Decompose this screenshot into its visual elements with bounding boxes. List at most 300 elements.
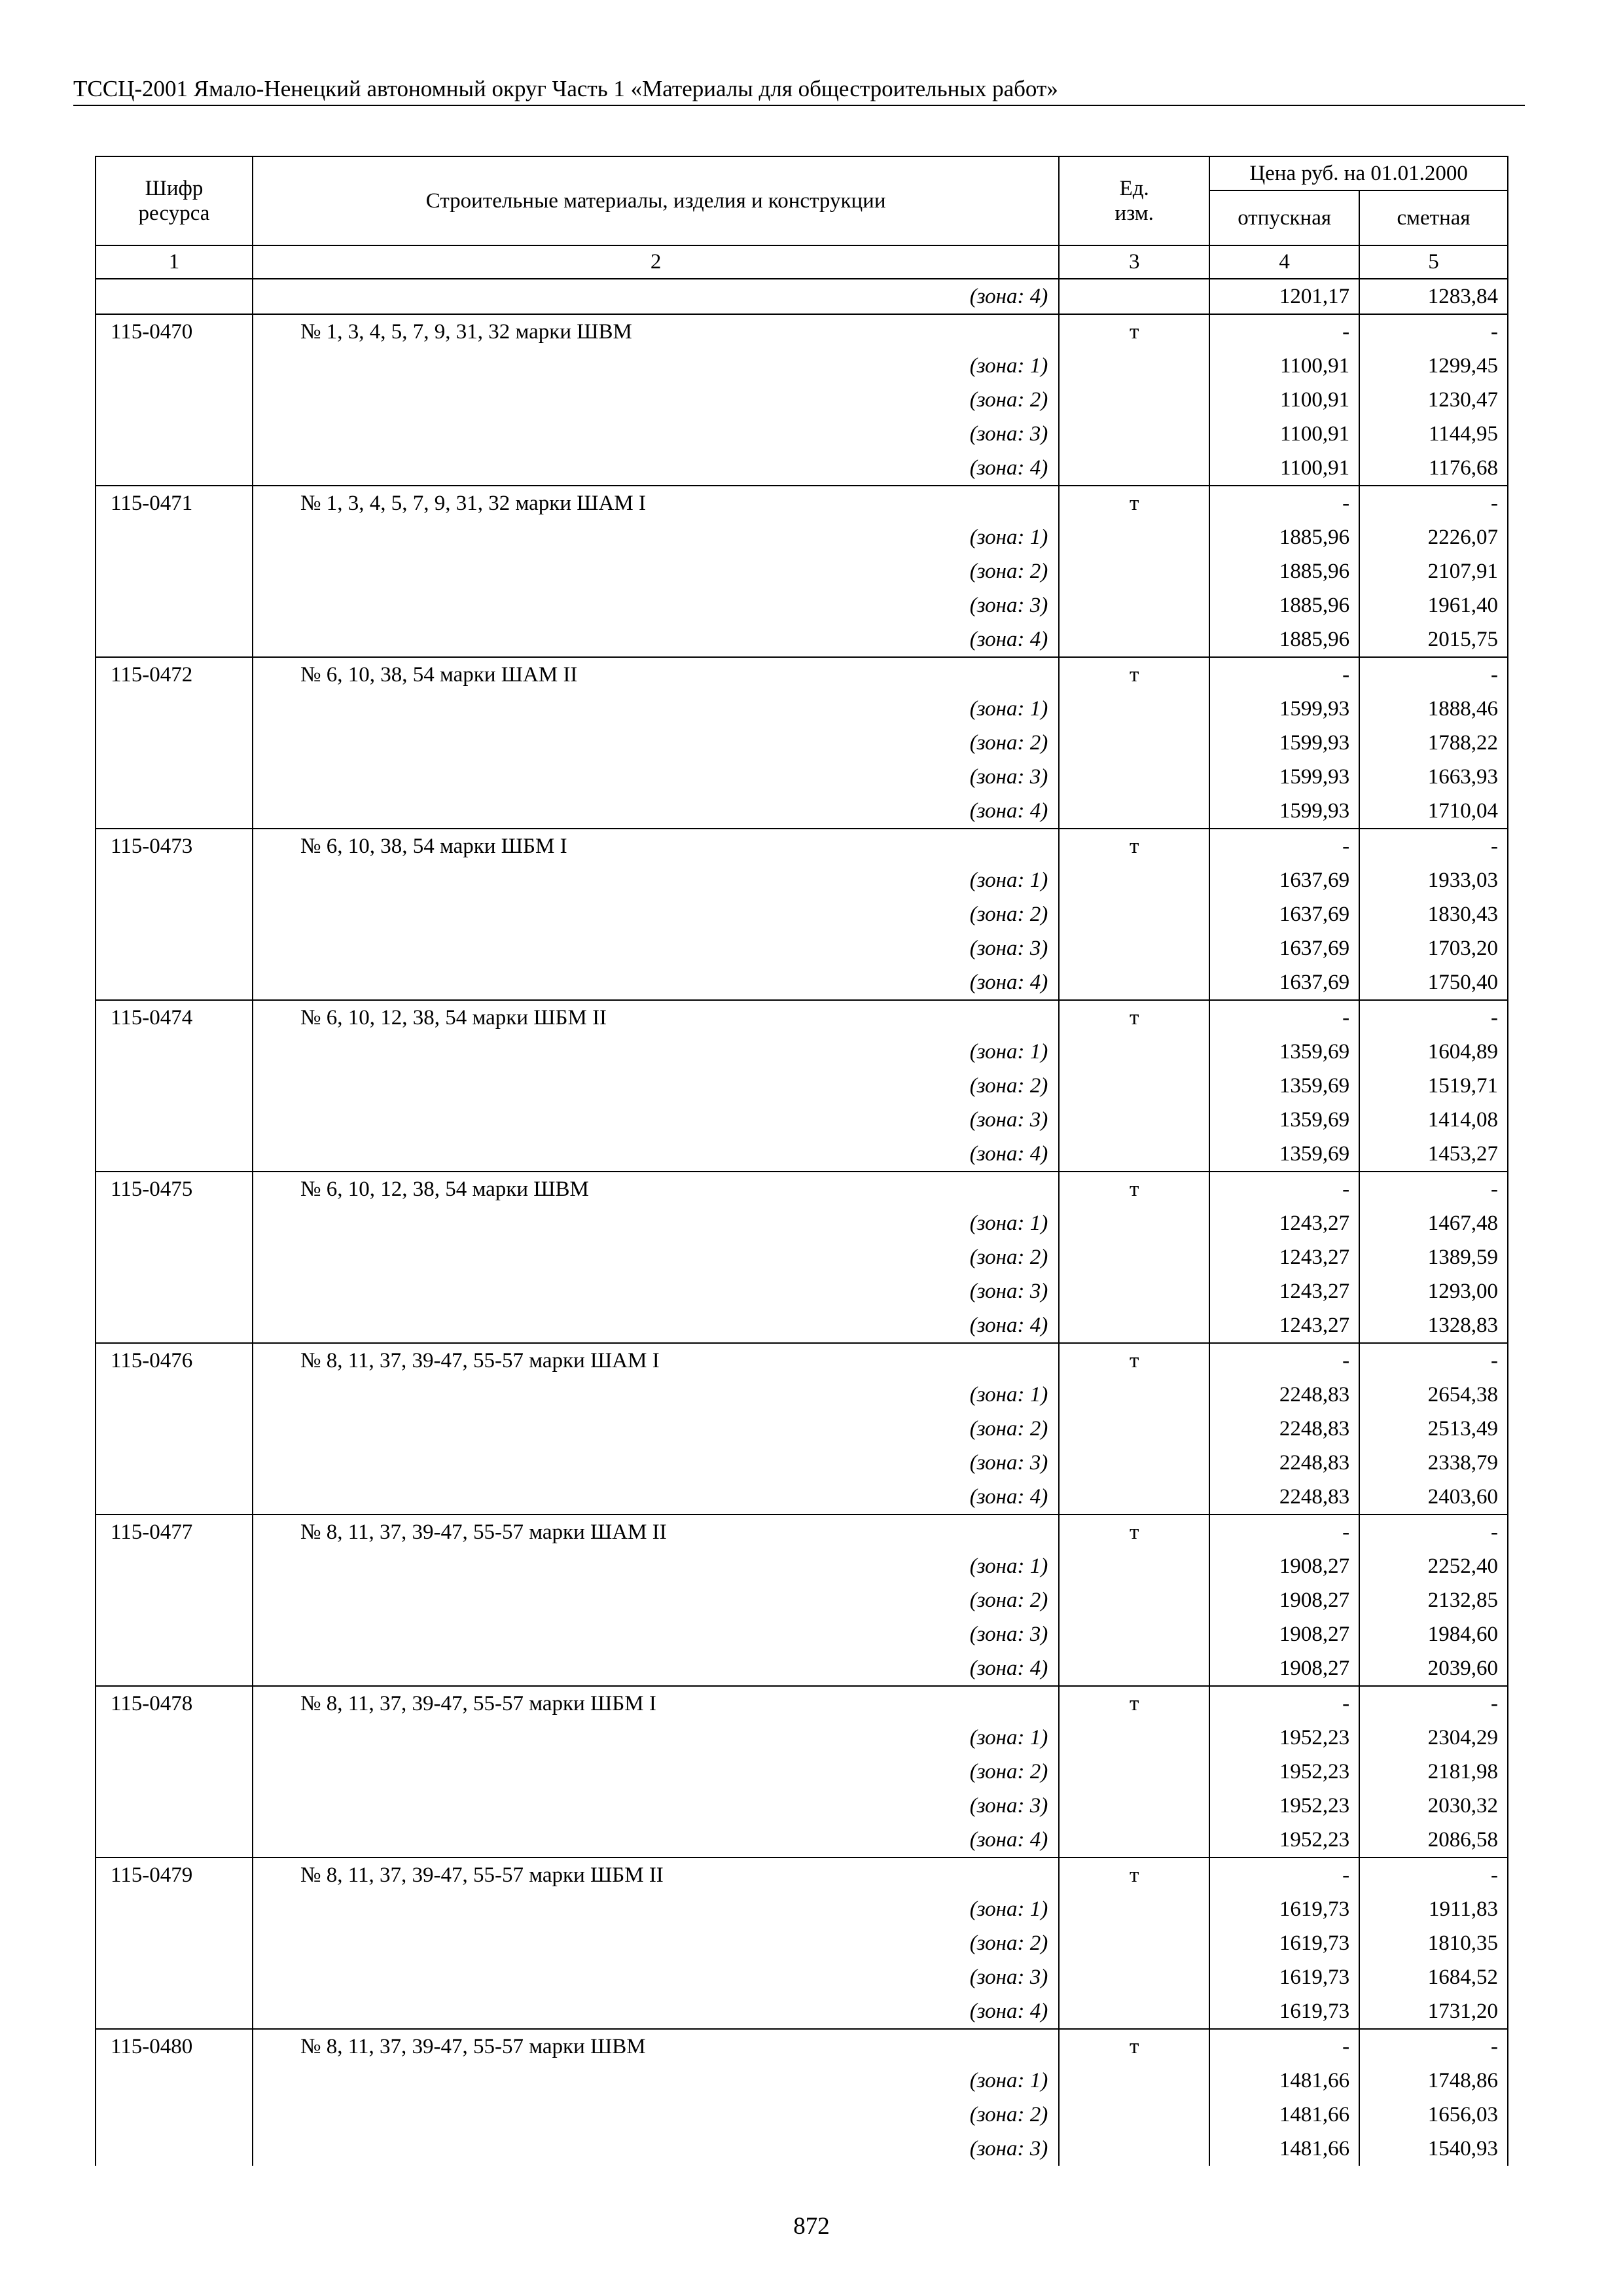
table-row [96, 1617, 1508, 1651]
cell-release: 1952,23 [1209, 1755, 1359, 1789]
table-row [96, 1721, 1508, 1755]
cell-unit [1059, 1480, 1209, 1515]
cell-estimate: 1453,27 [1359, 1137, 1508, 1172]
cell-zone: (зона: 3) [253, 2132, 1059, 2166]
cell-unit [1059, 1755, 1209, 1789]
cell-estimate: - [1359, 486, 1508, 520]
price-table [95, 156, 1508, 2166]
table-row [96, 2098, 1508, 2132]
cell-code [96, 692, 253, 726]
table-row [96, 1994, 1508, 2029]
cell-code [96, 726, 253, 760]
cell-unit [1059, 794, 1209, 829]
cell-estimate: 1684,52 [1359, 1960, 1508, 1994]
col-number: 4 [1209, 245, 1359, 279]
table-row [96, 486, 1508, 520]
cell-code: 115-0479 [96, 1857, 253, 1892]
cell-release: 1481,66 [1209, 2064, 1359, 2098]
table-row [96, 1789, 1508, 1823]
cell-zone: (зона: 3) [253, 1789, 1059, 1823]
cell-unit [1059, 622, 1209, 657]
cell-zone: (зона: 1) [253, 863, 1059, 897]
cell-unit: т [1059, 1000, 1209, 1035]
cell-release: 1359,69 [1209, 1069, 1359, 1103]
cell-zone: (зона: 1) [253, 1206, 1059, 1240]
cell-code: 115-0470 [96, 314, 253, 349]
cell-name: № 8, 11, 37, 39-47, 55-57 марки ШБМ I [253, 1686, 1059, 1721]
table-row [96, 1892, 1508, 1926]
cell-release: 1359,69 [1209, 1035, 1359, 1069]
cell-estimate: 2107,91 [1359, 554, 1508, 588]
table-row [96, 417, 1508, 451]
cell-zone: (зона: 2) [253, 554, 1059, 588]
cell-release: 1952,23 [1209, 1721, 1359, 1755]
table-row [96, 2132, 1508, 2166]
cell-release: 1243,27 [1209, 1206, 1359, 1240]
cell-estimate: - [1359, 1000, 1508, 1035]
cell-estimate: 2015,75 [1359, 622, 1508, 657]
cell-code: 115-0476 [96, 1343, 253, 1378]
cell-estimate: 1519,71 [1359, 1069, 1508, 1103]
cell-unit [1059, 863, 1209, 897]
cell-code: 115-0472 [96, 657, 253, 692]
cell-unit [1059, 726, 1209, 760]
cell-zone: (зона: 4) [253, 965, 1059, 1000]
cell-zone: (зона: 1) [253, 520, 1059, 554]
cell-estimate: - [1359, 1686, 1508, 1721]
table-row [96, 1446, 1508, 1480]
cell-name: № 8, 11, 37, 39-47, 55-57 марки ШАМ I [253, 1343, 1059, 1378]
cell-release: 1359,69 [1209, 1103, 1359, 1137]
cell-unit: т [1059, 314, 1209, 349]
cell-code [96, 1103, 253, 1137]
cell-unit [1059, 1274, 1209, 1308]
cell-estimate: 1144,95 [1359, 417, 1508, 451]
cell-release: 1885,96 [1209, 622, 1359, 657]
cell-code [96, 1137, 253, 1172]
cell-release: - [1209, 829, 1359, 863]
cell-zone: (зона: 4) [253, 1994, 1059, 2029]
table-row [96, 1035, 1508, 1069]
cell-estimate: 2513,49 [1359, 1412, 1508, 1446]
cell-release: 1619,73 [1209, 1994, 1359, 2029]
page-header: ТССЦ-2001 Ямало-Ненецкий автономный округ Часть 1 «Материалы для общестроительных работ» [73, 75, 1525, 106]
cell-unit: т [1059, 1515, 1209, 1549]
cell-code [96, 1994, 253, 2029]
table-row [96, 965, 1508, 1000]
cell-estimate: 1731,20 [1359, 1994, 1508, 2029]
cell-estimate: 1961,40 [1359, 588, 1508, 622]
cell-zone: (зона: 4) [253, 1823, 1059, 1857]
cell-release: - [1209, 1000, 1359, 1035]
cell-estimate: 1888,46 [1359, 692, 1508, 726]
cell-release: 1885,96 [1209, 554, 1359, 588]
cell-code [96, 863, 253, 897]
cell-unit [1059, 1789, 1209, 1823]
table-row [96, 2029, 1508, 2064]
cell-unit [1059, 1446, 1209, 1480]
cell-code [96, 1651, 253, 1686]
cell-unit: т [1059, 1686, 1209, 1721]
cell-zone: (зона: 1) [253, 692, 1059, 726]
table-row [96, 1686, 1508, 1721]
cell-unit [1059, 2098, 1209, 2132]
cell-code [96, 349, 253, 383]
cell-unit [1059, 1994, 1209, 2029]
cell-unit [1059, 554, 1209, 588]
table-row [96, 1069, 1508, 1103]
cell-release: - [1209, 1172, 1359, 1206]
cell-zone: (зона: 3) [253, 1446, 1059, 1480]
cell-release: 1952,23 [1209, 1789, 1359, 1823]
table-row [96, 1549, 1508, 1583]
table-row [96, 554, 1508, 588]
header-price: Цена руб. на 01.01.2000 [1209, 156, 1508, 190]
table-row [96, 863, 1508, 897]
cell-estimate: - [1359, 1343, 1508, 1378]
cell-estimate: 1810,35 [1359, 1926, 1508, 1960]
cell-estimate: 1328,83 [1359, 1308, 1508, 1343]
table-row [96, 931, 1508, 965]
cell-unit [1059, 1651, 1209, 1686]
table-row [96, 1308, 1508, 1343]
cell-estimate: 1911,83 [1359, 1892, 1508, 1926]
cell-name: № 6, 10, 12, 38, 54 марки ШВМ [253, 1172, 1059, 1206]
table-row [96, 1412, 1508, 1446]
cell-code [96, 588, 253, 622]
table-row [96, 1103, 1508, 1137]
cell-release: - [1209, 486, 1359, 520]
cell-code [96, 794, 253, 829]
cell-estimate: 1788,22 [1359, 726, 1508, 760]
cell-estimate: - [1359, 1172, 1508, 1206]
cell-estimate: 2030,32 [1359, 1789, 1508, 1823]
cell-release: 1619,73 [1209, 1960, 1359, 1994]
cell-code [96, 383, 253, 417]
col-number: 2 [253, 245, 1059, 279]
cell-zone: (зона: 2) [253, 1412, 1059, 1446]
cell-estimate: 1710,04 [1359, 794, 1508, 829]
cell-release: 1243,27 [1209, 1274, 1359, 1308]
cell-code [96, 1035, 253, 1069]
cell-zone: (зона: 2) [253, 1583, 1059, 1617]
cell-release: 1619,73 [1209, 1926, 1359, 1960]
cell-estimate: 2338,79 [1359, 1446, 1508, 1480]
table-body [96, 279, 1508, 2166]
cell-zone: (зона: 2) [253, 1755, 1059, 1789]
cell-zone: (зона: 3) [253, 1274, 1059, 1308]
cell-name: № 8, 11, 37, 39-47, 55-57 марки ШАМ II [253, 1515, 1059, 1549]
cell-estimate: 2403,60 [1359, 1480, 1508, 1515]
cell-release: 2248,83 [1209, 1412, 1359, 1446]
cell-release: 2248,83 [1209, 1480, 1359, 1515]
cell-release: - [1209, 1515, 1359, 1549]
cell-estimate: 1933,03 [1359, 863, 1508, 897]
cell-code [96, 1480, 253, 1515]
table-row [96, 383, 1508, 417]
cell-code: 115-0477 [96, 1515, 253, 1549]
table-row [96, 726, 1508, 760]
cell-unit [1059, 349, 1209, 383]
cell-unit: т [1059, 2029, 1209, 2064]
table-row [96, 314, 1508, 349]
cell-code [96, 1926, 253, 1960]
header-code: Шифр ресурса [96, 156, 253, 245]
table-row [96, 829, 1508, 863]
cell-unit [1059, 1069, 1209, 1103]
cell-code [96, 417, 253, 451]
table-row [96, 657, 1508, 692]
cell-unit [1059, 1137, 1209, 1172]
cell-name: № 6, 10, 38, 54 марки ШАМ II [253, 657, 1059, 692]
cell-zone: (зона: 1) [253, 1549, 1059, 1583]
table-row [96, 1515, 1508, 1549]
cell-unit [1059, 931, 1209, 965]
table-row [96, 1137, 1508, 1172]
cell-release: 1908,27 [1209, 1583, 1359, 1617]
cell-unit [1059, 383, 1209, 417]
cell-zone: (зона: 2) [253, 383, 1059, 417]
cell-release: 1952,23 [1209, 1823, 1359, 1857]
cell-code [96, 897, 253, 931]
table-row [96, 1274, 1508, 1308]
cell-zone: (зона: 3) [253, 588, 1059, 622]
cell-release: 1599,93 [1209, 692, 1359, 726]
cell-release: 1885,96 [1209, 588, 1359, 622]
cell-estimate: 1748,86 [1359, 2064, 1508, 2098]
cell-estimate: - [1359, 829, 1508, 863]
cell-unit [1059, 1823, 1209, 1857]
cell-code [96, 1789, 253, 1823]
cell-unit [1059, 588, 1209, 622]
table-row [96, 794, 1508, 829]
table-row [96, 1378, 1508, 1412]
cell-zone: (зона: 2) [253, 1926, 1059, 1960]
cell-estimate: 1604,89 [1359, 1035, 1508, 1069]
cell-estimate: 1750,40 [1359, 965, 1508, 1000]
cell-code [96, 1617, 253, 1651]
cell-code: 115-0473 [96, 829, 253, 863]
cell-unit [1059, 279, 1209, 314]
table-row [96, 279, 1508, 314]
table-row [96, 1960, 1508, 1994]
cell-estimate: 1703,20 [1359, 931, 1508, 965]
cell-estimate: 2252,40 [1359, 1549, 1508, 1583]
cell-code [96, 1240, 253, 1274]
cell-name: № 8, 11, 37, 39-47, 55-57 марки ШВМ [253, 2029, 1059, 2064]
cell-release: 1637,69 [1209, 931, 1359, 965]
cell-code [96, 1549, 253, 1583]
cell-unit: т [1059, 829, 1209, 863]
cell-code [96, 1960, 253, 1994]
cell-code [96, 931, 253, 965]
cell-estimate: 2181,98 [1359, 1755, 1508, 1789]
cell-estimate: 1389,59 [1359, 1240, 1508, 1274]
cell-code [96, 520, 253, 554]
cell-zone: (зона: 4) [253, 794, 1059, 829]
cell-estimate: - [1359, 314, 1508, 349]
cell-release: 1599,93 [1209, 726, 1359, 760]
cell-unit: т [1059, 657, 1209, 692]
cell-code [96, 1446, 253, 1480]
table-row [96, 2064, 1508, 2098]
cell-zone: (зона: 3) [253, 931, 1059, 965]
cell-code [96, 2132, 253, 2166]
cell-unit [1059, 2132, 1209, 2166]
cell-release: 1100,91 [1209, 383, 1359, 417]
table-row [96, 622, 1508, 657]
table-row [96, 520, 1508, 554]
cell-estimate: 2226,07 [1359, 520, 1508, 554]
cell-code [96, 965, 253, 1000]
cell-unit [1059, 1583, 1209, 1617]
table-row [96, 1172, 1508, 1206]
cell-code [96, 2098, 253, 2132]
cell-unit: т [1059, 1343, 1209, 1378]
cell-estimate: 1176,68 [1359, 451, 1508, 486]
header-release: отпускная [1209, 190, 1359, 245]
cell-code: 115-0480 [96, 2029, 253, 2064]
col-number: 3 [1059, 245, 1209, 279]
cell-code [96, 1721, 253, 1755]
table-row [96, 1926, 1508, 1960]
cell-unit [1059, 1103, 1209, 1137]
cell-estimate: - [1359, 1515, 1508, 1549]
cell-unit [1059, 1549, 1209, 1583]
cell-code [96, 1378, 253, 1412]
cell-release: - [1209, 1343, 1359, 1378]
cell-unit [1059, 2064, 1209, 2098]
cell-estimate: 1467,48 [1359, 1206, 1508, 1240]
cell-unit [1059, 1240, 1209, 1274]
cell-zone: (зона: 3) [253, 417, 1059, 451]
cell-release: 2248,83 [1209, 1446, 1359, 1480]
table-header [96, 156, 1508, 279]
cell-unit [1059, 417, 1209, 451]
table-row [96, 1343, 1508, 1378]
table-row [96, 1000, 1508, 1035]
cell-unit [1059, 520, 1209, 554]
cell-zone: (зона: 1) [253, 1378, 1059, 1412]
col-number: 5 [1359, 245, 1508, 279]
cell-estimate: 1230,47 [1359, 383, 1508, 417]
cell-zone: (зона: 1) [253, 1892, 1059, 1926]
cell-zone: (зона: 1) [253, 1035, 1059, 1069]
cell-unit [1059, 1960, 1209, 1994]
table-row [96, 692, 1508, 726]
cell-release: - [1209, 2029, 1359, 2064]
header-estimate: сметная [1359, 190, 1508, 245]
cell-name: № 6, 10, 38, 54 марки ШБМ I [253, 829, 1059, 863]
cell-release: 1599,93 [1209, 760, 1359, 794]
cell-estimate: - [1359, 1857, 1508, 1892]
cell-release: 1908,27 [1209, 1549, 1359, 1583]
cell-release: 1619,73 [1209, 1892, 1359, 1926]
table-row [96, 760, 1508, 794]
cell-name: № 1, 3, 4, 5, 7, 9, 31, 32 марки ШВМ [253, 314, 1059, 349]
cell-release: 1885,96 [1209, 520, 1359, 554]
cell-estimate: 2039,60 [1359, 1651, 1508, 1686]
cell-unit [1059, 1035, 1209, 1069]
table-row [96, 1240, 1508, 1274]
cell-release: 1908,27 [1209, 1617, 1359, 1651]
cell-code [96, 1069, 253, 1103]
cell-release: 1100,91 [1209, 451, 1359, 486]
cell-code [96, 1412, 253, 1446]
cell-zone: (зона: 4) [253, 1480, 1059, 1515]
table-row [96, 451, 1508, 486]
cell-zone: (зона: 2) [253, 2098, 1059, 2132]
cell-unit: т [1059, 1857, 1209, 1892]
table-row [96, 1583, 1508, 1617]
cell-code: 115-0474 [96, 1000, 253, 1035]
cell-unit [1059, 1412, 1209, 1446]
cell-unit [1059, 1617, 1209, 1651]
table-row [96, 588, 1508, 622]
table-row [96, 897, 1508, 931]
cell-unit [1059, 760, 1209, 794]
cell-estimate: 1414,08 [1359, 1103, 1508, 1137]
cell-zone: (зона: 2) [253, 726, 1059, 760]
cell-release: 1201,17 [1209, 279, 1359, 314]
cell-estimate: 1663,93 [1359, 760, 1508, 794]
cell-estimate: 1283,84 [1359, 279, 1508, 314]
cell-estimate: - [1359, 657, 1508, 692]
cell-unit [1059, 1926, 1209, 1960]
cell-code [96, 279, 253, 314]
cell-release: - [1209, 314, 1359, 349]
cell-code [96, 554, 253, 588]
cell-release: 2248,83 [1209, 1378, 1359, 1412]
cell-code [96, 2064, 253, 2098]
cell-release: 1637,69 [1209, 863, 1359, 897]
cell-estimate: 2304,29 [1359, 1721, 1508, 1755]
table-row [96, 1755, 1508, 1789]
cell-estimate: 1830,43 [1359, 897, 1508, 931]
cell-estimate: - [1359, 2029, 1508, 2064]
cell-unit [1059, 1378, 1209, 1412]
table-row [96, 1206, 1508, 1240]
table-row [96, 349, 1508, 383]
table-row [96, 1480, 1508, 1515]
cell-code: 115-0475 [96, 1172, 253, 1206]
header-unit: Ед. изм. [1059, 156, 1209, 245]
cell-zone: (зона: 4) [253, 1308, 1059, 1343]
cell-code: 115-0478 [96, 1686, 253, 1721]
col-number: 1 [96, 245, 253, 279]
cell-zone: (зона: 1) [253, 1721, 1059, 1755]
cell-code [96, 1823, 253, 1857]
cell-zone: (зона: 1) [253, 349, 1059, 383]
cell-release: - [1209, 1857, 1359, 1892]
cell-estimate: 1299,45 [1359, 349, 1508, 383]
cell-release: 1100,91 [1209, 349, 1359, 383]
cell-zone: (зона: 3) [253, 760, 1059, 794]
cell-name: № 1, 3, 4, 5, 7, 9, 31, 32 марки ШАМ I [253, 486, 1059, 520]
cell-unit [1059, 965, 1209, 1000]
cell-code [96, 1892, 253, 1926]
cell-zone: (зона: 2) [253, 897, 1059, 931]
cell-unit: т [1059, 1172, 1209, 1206]
cell-zone: (зона: 4) [253, 622, 1059, 657]
cell-code [96, 1274, 253, 1308]
cell-release: 1908,27 [1209, 1651, 1359, 1686]
cell-estimate: 1540,93 [1359, 2132, 1508, 2166]
cell-code [96, 1308, 253, 1343]
cell-release: 1243,27 [1209, 1240, 1359, 1274]
cell-release: 1637,69 [1209, 965, 1359, 1000]
header-name: Строительные материалы, изделия и конструкции [253, 156, 1059, 245]
